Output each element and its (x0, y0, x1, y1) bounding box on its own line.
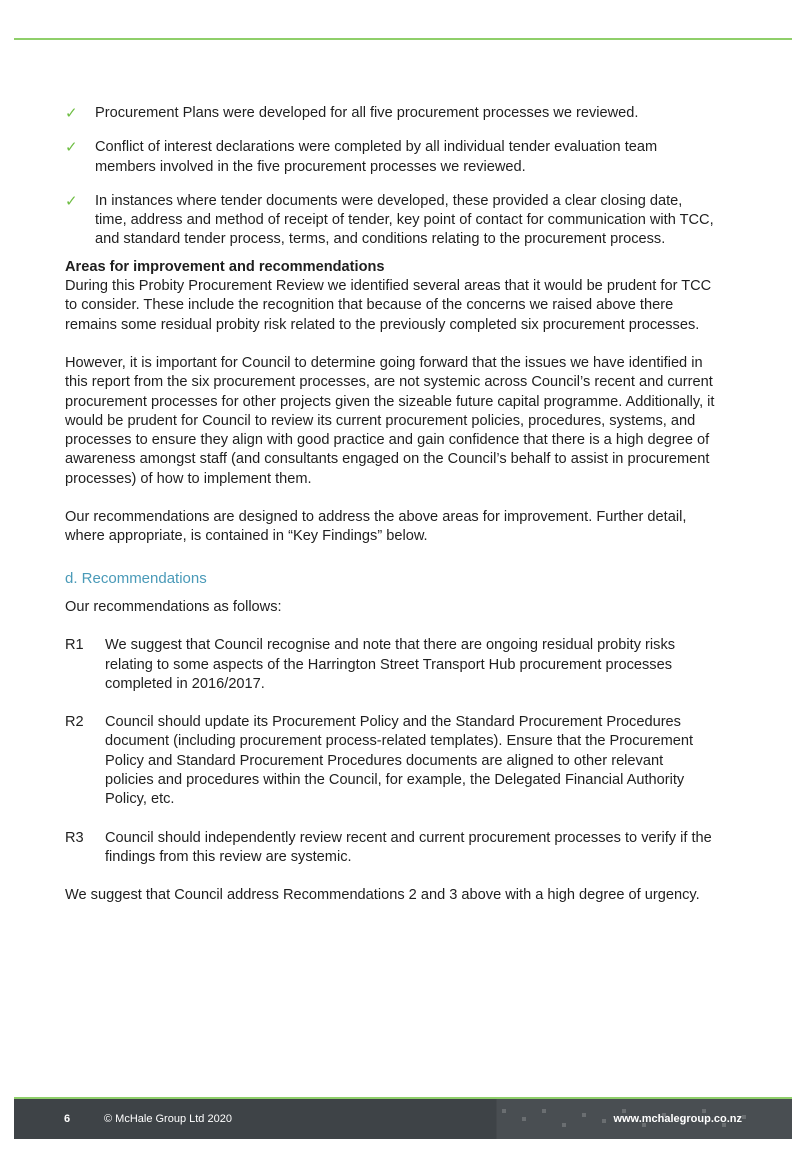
checklist-text: Procurement Plans were developed for all five procurement processes we reviewed. (95, 105, 639, 121)
areas-paragraph: However, it is important for Council to determine going forward that the issues we have identified in this report from the six procurement processes, are not systemic across Council’s recent and current procurement processes for other projects given the sizeable future capital programme. Additionally, it would be prudent for Council to review its current procurement policies, procedures, systems, and processes to ensure they align with good practice and gain confidence that there is a high degree of awareness amongst staff (and consultants engaged on the Council’s behalf to assist in procurement processes) of how to implement them. (65, 354, 715, 487)
recommendation-text: Council should independently review recent and current procurement processes to verify if the findings from this review are systemic. (105, 829, 712, 865)
areas-heading: Areas for improvement and recommendations (65, 258, 385, 275)
checkmark-icon: ✓ (65, 192, 78, 210)
checklist-item (65, 104, 715, 123)
copyright-text: © McHale Group Ltd 2020 (104, 1113, 232, 1125)
checklist-item (65, 192, 715, 250)
areas-paragraph: During this Probity Procurement Review we identified several areas that it would be prudent for TCC to consider. These include the recognition that because of the concerns we raised above there remains some residual probity risk related to the previously completed six procurement processes. (65, 278, 712, 333)
closing-paragraph: We suggest that Council address Recommendations 2 and 3 above with a high degree of urgency. (65, 887, 700, 904)
recommendation-number: R3 (65, 829, 84, 846)
page-footer (14, 1097, 792, 1139)
page-number: 6 (64, 1113, 71, 1125)
recommendations-heading: d. Recommendations (65, 569, 207, 587)
recommendation-number: R2 (65, 714, 84, 731)
recommendation-item (65, 713, 715, 809)
checklist-item (65, 138, 715, 177)
recommendations-intro: Our recommendations as follows: (65, 598, 282, 615)
checklist-text: In instances where tender documents were developed, these provided a clear closing date, time, address and method of receipt of tender, key point of contact for communication with TCC, and standard tender process, terms, and conditions relating to the procurement process. (95, 192, 714, 248)
checklist-text: Conflict of interest declarations were completed by all individual tender evaluation team members involved in the five procurement processes we reviewed. (95, 139, 658, 175)
website-link[interactable]: www.mchalegroup.co.nz (613, 1113, 742, 1125)
page-content (65, 104, 715, 925)
recommendation-number: R1 (65, 637, 84, 654)
areas-paragraph: Our recommendations are designed to address the above areas for improvement. Further detail, where appropriate, is contained in “Key Findings” below. (65, 509, 687, 545)
checkmark-icon: ✓ (65, 139, 78, 157)
recommendation-item (65, 636, 715, 694)
recommendation-item (65, 829, 715, 868)
header-divider (14, 38, 792, 40)
recommendation-text: We suggest that Council recognise and note that there are ongoing residual probity risks relating to some aspects of the Harrington Street Transport Hub procurement processes completed in 2016/2017. (105, 637, 676, 692)
recommendation-text: Council should update its Procurement Policy and the Standard Procurement Procedures document (including procurement process-related templates). Ensure that the Procurement Policy and Standard Procurement Procedures documents are aligned to other relevant policies and procedures within the Council, for example, the Delegated Financial Authority Policy, etc. (105, 714, 694, 808)
checkmark-icon: ✓ (65, 105, 78, 122)
